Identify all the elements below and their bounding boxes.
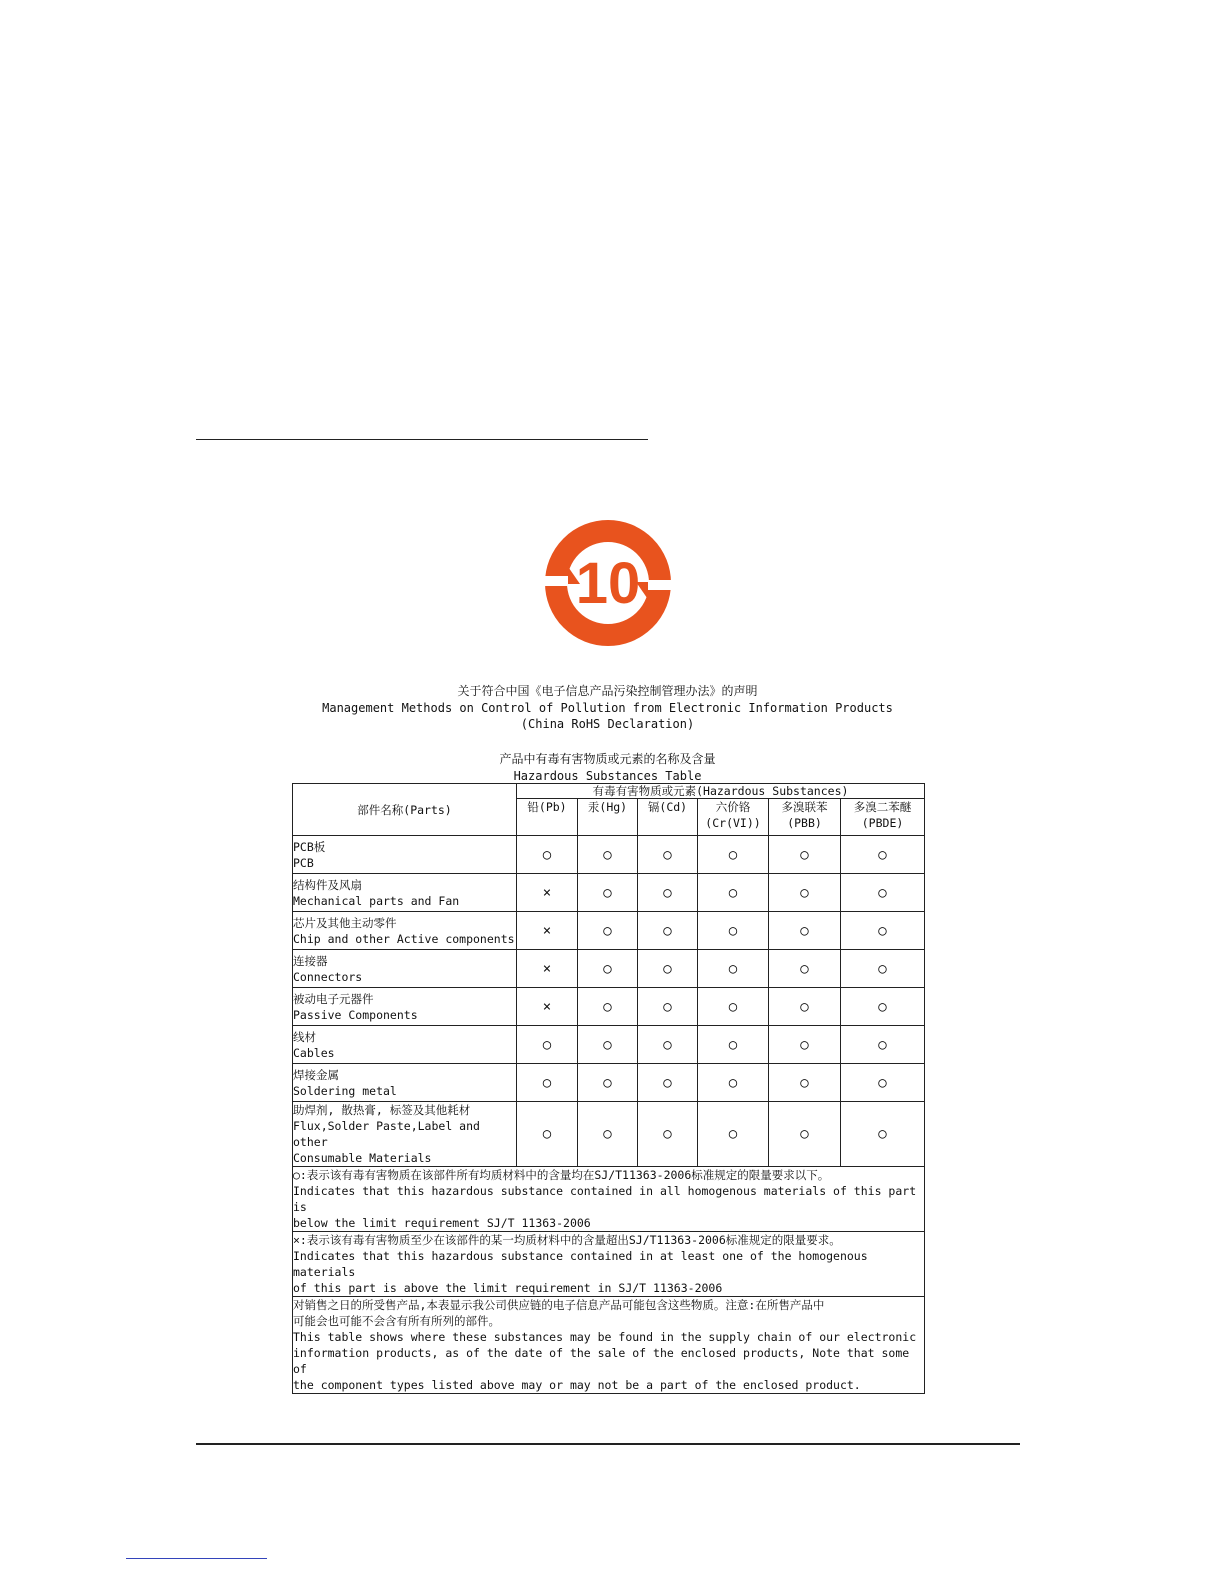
substance-mark: ○ (769, 874, 841, 912)
environmental-protection-use-period-logo (536, 518, 680, 648)
declaration-heading (292, 683, 923, 733)
column-header-pbb: 多溴联苯 (PBB) (769, 799, 841, 836)
parts-header: 部件名称(Parts) (293, 784, 517, 836)
note-cell (293, 1167, 925, 1232)
part-name-cell (293, 988, 517, 1026)
substance-mark: ○ (698, 874, 769, 912)
note-line: information products, as of the date of the sale of the enclosed products, Note that some of (293, 1346, 917, 1376)
part-name-cn: 结构件及风扇 (293, 877, 362, 892)
substance-mark: ○ (578, 874, 638, 912)
column-header-hg: 汞(Hg) (578, 799, 638, 836)
substance-mark: ○ (578, 950, 638, 988)
part-name-cn: 连接器 (293, 953, 328, 968)
column-header-cd: 镉(Cd) (638, 799, 698, 836)
part-name-cn: 被动电子元器件 (293, 991, 374, 1006)
part-name-cell (293, 950, 517, 988)
part-name-cell (293, 874, 517, 912)
table-row (293, 912, 925, 950)
substance-mark: ○ (578, 1026, 638, 1064)
substance-mark: ○ (698, 1026, 769, 1064)
substance-mark: ○ (769, 988, 841, 1026)
substance-mark: ○ (517, 1102, 578, 1167)
note-line: Indicates that this hazardous substance contained in at least one of the homogenous materials (293, 1249, 875, 1279)
part-name-en: Mechanical parts and Fan (293, 893, 460, 908)
column-header-pb: 铅(Pb) (517, 799, 578, 836)
part-name-en: Chip and other Active components (293, 931, 515, 946)
note-line: below the limit requirement SJ/T 11363-2006 (293, 1216, 591, 1230)
substance-mark: ○ (638, 912, 698, 950)
substance-mark: ○ (769, 912, 841, 950)
substance-mark: ○ (769, 1102, 841, 1167)
part-name-cn: 线材 (293, 1029, 316, 1044)
part-name-en: Cables (293, 1045, 335, 1060)
note-line: the component types listed above may or may not be a part of the enclosed product. (293, 1378, 861, 1392)
substance-mark: ○ (698, 950, 769, 988)
footer-rule (196, 1443, 1020, 1445)
substance-mark: ○ (517, 836, 578, 874)
substance-mark: ○ (517, 1064, 578, 1102)
substance-mark: ○ (841, 1102, 925, 1167)
substance-mark: ○ (841, 1064, 925, 1102)
substance-mark: ○ (698, 1102, 769, 1167)
substance-mark: ○ (638, 836, 698, 874)
substance-mark: ○ (638, 1026, 698, 1064)
declaration-title-cn: 关于符合中国《电子信息产品污染控制管理办法》的声明 (457, 684, 758, 698)
logo-number: 10 (575, 551, 641, 616)
substance-mark: ○ (841, 836, 925, 874)
part-name-en: Soldering metal (293, 1083, 397, 1098)
part-name-en: Connectors (293, 969, 363, 984)
note-line: This table shows where these substances may be found in the supply chain of our electronic (293, 1330, 917, 1344)
substance-mark: ○ (638, 874, 698, 912)
table-row (293, 1064, 925, 1102)
note-cell (293, 1297, 925, 1394)
substance-mark: ○ (841, 912, 925, 950)
table-row (293, 1102, 925, 1167)
note-line: 可能会也可能不会含有所有所列的部件。 (293, 1314, 500, 1328)
part-name-cn: 芯片及其他主动零件 (293, 915, 397, 930)
table-row (293, 836, 925, 874)
substance-mark: ○ (841, 950, 925, 988)
substance-mark: ○ (578, 912, 638, 950)
column-header-pbde: 多溴二苯醚 (PBDE) (841, 799, 925, 836)
table-title-cn: 产品中有毒有害物质或元素的名称及含量 (499, 752, 716, 766)
declaration-subtitle: (China RoHS Declaration) (520, 717, 695, 731)
note-row (293, 1232, 925, 1297)
part-name-cell (293, 912, 517, 950)
part-name-cell (293, 1064, 517, 1102)
declaration-title-en: Management Methods on Control of Pollution from Electronic Information Products (322, 700, 893, 715)
column-header-cr6: 六价铬 (Cr(VI)) (698, 799, 769, 836)
substance-mark: ○ (769, 1026, 841, 1064)
substance-mark: × (517, 988, 578, 1026)
substance-mark: × (517, 950, 578, 988)
substance-mark: ○ (769, 836, 841, 874)
note-line: ○:表示该有毒有害物质在该部件所有均质材料中的含量均在SJ/T11363-2006标准规定的限量要求以下。 (293, 1168, 830, 1182)
note-line: ×:表示该有毒有害物质至少在该部件的某一均质材料中的含量超出SJ/T11363-2006标准规定的限量要求。 (293, 1233, 841, 1247)
substance-mark: ○ (578, 1102, 638, 1167)
substance-mark: ○ (698, 1064, 769, 1102)
substance-mark: ○ (841, 1026, 925, 1064)
footnote-link-underline (126, 1558, 267, 1559)
part-name-en: Consumable Materials (293, 1151, 432, 1165)
substance-mark: ○ (638, 1102, 698, 1167)
substance-mark: ○ (578, 988, 638, 1026)
table-row (293, 988, 925, 1026)
substance-mark: ○ (517, 1026, 578, 1064)
part-name-en: PCB (293, 855, 314, 870)
substance-mark: ○ (698, 912, 769, 950)
note-line: 对销售之日的所受售产品,本表显示我公司供应链的电子信息产品可能包含这些物质。注意:在所售产品中 (293, 1298, 825, 1312)
note-line: of this part is above the limit requirement in SJ/T 11363-2006 (293, 1281, 723, 1295)
substance-mark: ○ (638, 1064, 698, 1102)
table-row (293, 950, 925, 988)
substance-mark: ○ (578, 836, 638, 874)
part-name-en: Passive Components (293, 1007, 418, 1022)
substance-mark: ○ (769, 1064, 841, 1102)
note-row (293, 1167, 925, 1232)
table-row (293, 874, 925, 912)
table-heading (292, 751, 923, 784)
note-cell (293, 1232, 925, 1297)
substance-mark: ○ (578, 1064, 638, 1102)
part-name-cn: 助焊剂, 散热膏, 标签及其他耗材 (293, 1103, 471, 1117)
part-name-en: Flux,Solder Paste,Label and other (293, 1119, 480, 1149)
substance-mark: ○ (638, 988, 698, 1026)
substance-mark: ○ (698, 836, 769, 874)
part-name-cn: 焊接金属 (293, 1067, 339, 1082)
table-title-en: Hazardous Substances Table (513, 768, 702, 783)
table-row (293, 1026, 925, 1064)
note-line: Indicates that this hazardous substance contained in all homogenous materials of this part is (293, 1184, 924, 1214)
substance-mark: ○ (841, 988, 925, 1026)
note-row (293, 1297, 925, 1394)
substance-mark: ○ (638, 950, 698, 988)
header-rule (196, 439, 648, 440)
substance-mark: × (517, 912, 578, 950)
part-name-cell (293, 1026, 517, 1064)
part-name-cell (293, 1102, 517, 1167)
part-name-cell (293, 836, 517, 874)
part-name-cn: PCB板 (293, 839, 326, 854)
hazardous-substances-table (292, 783, 925, 1394)
substance-mark: × (517, 874, 578, 912)
substance-mark: ○ (841, 874, 925, 912)
substances-group-header: 有毒有害物质或元素(Hazardous Substances) (517, 784, 925, 799)
substance-mark: ○ (769, 950, 841, 988)
substance-mark: ○ (698, 988, 769, 1026)
